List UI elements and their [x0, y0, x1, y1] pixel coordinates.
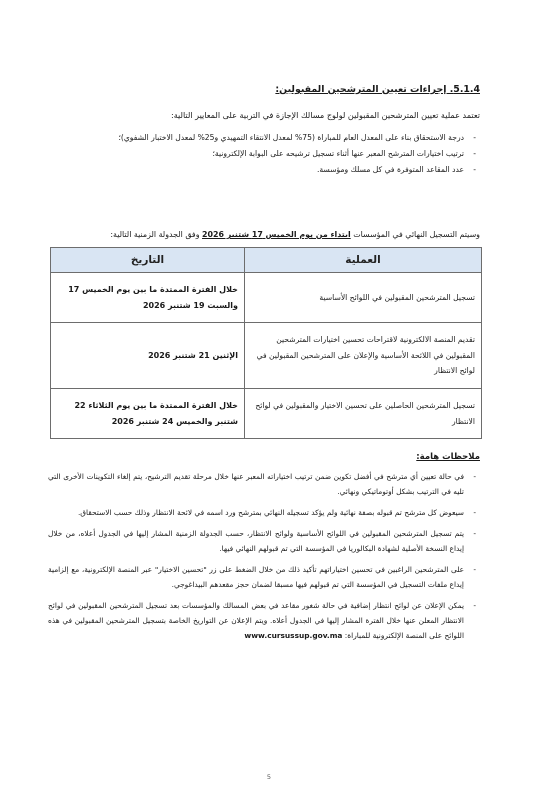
- operation-cell: تسجيل المترشحين المقبولين في اللوائح الأساسية: [244, 273, 481, 323]
- note-item: [48, 598, 480, 643]
- registration-text-end: وفق الجدولة الزمنية التالية:: [110, 230, 203, 239]
- date-cell: خلال الفترة الممتدة ما بين يوم الثلاثاء 22 شتنبر والخميس 24 شتنبر 2026: [51, 389, 245, 439]
- date-cell: الإثنين 21 شتنبر 2026: [51, 323, 245, 389]
- schedule-table: [50, 247, 482, 439]
- registration-text-start: وسيتم التسجيل النهائي في المؤسسات: [350, 230, 480, 239]
- criteria-item: - درجة الاستحقاق بناء على المعدل العام للمباراة (75% لمعدل الانتقاء التمهيدي و25% لمعدل الاختبار الشفوي)؛: [50, 130, 480, 146]
- header-date: التاريخ: [51, 248, 245, 273]
- note-item: - يتم تسجيل المترشحين المقبولين في اللوائح الأساسية ولوائح الانتظار، حسب الجدولة الزمنية المشار إليها في الجدول أعلاه، من خلال إيداع النسخة الأصلية لشهادة البكالوريا في المؤسسة التي تم قبولهم النهائي فيها.: [48, 526, 480, 556]
- schedule-header-row: [51, 248, 482, 273]
- table-row: [51, 323, 482, 389]
- criteria-list: [50, 130, 480, 178]
- note-text: يمكن الإعلان عن لوائح انتظار إضافية في حالة شغور مقاعد في بعض المسالك والمؤسسات بعد تسجيل المترشحين المقبولين في لوائح الانتظار المعلن عنها خلال الفترة المشار إليها في الجدول أعلاه. ويتم الإعلان عن التواريخ الخاصة بتسجيل المترشحين المقبولين في هذه اللوائح على المنصة الإلكترونية للمباراة:: [48, 601, 464, 640]
- table-row: [51, 273, 482, 323]
- website-link[interactable]: www.cursussup.gov.ma: [244, 631, 343, 640]
- note-item: - سيعوض كل مترشح تم قبوله بصفة نهائية ولم يؤكد تسجيله النهائي بمترشح ورد اسمه في لائحة الانتظار وذلك حسب الاستحقاق.: [48, 505, 480, 520]
- header-operation: العملية: [244, 248, 481, 273]
- section-intro: تعتمد عملية تعيين المترشحين المقبولين لولوج مسالك الإجازة في التربية على المعايير التالية:: [170, 110, 480, 120]
- note-item: - على المترشحين الراغبين في تحسين اختياراتهم تأكيد ذلك من خلال الضغط على زر "تحسين الاختيار" عبر المنصة الإلكترونية، مع إلزامية إيداع ملفات التسجيل في المؤسسة التي تم قبولهم فيها مسبقا لضمان حجز مقعدهم البيداغوجي.: [48, 562, 480, 592]
- section-heading: 5.1.4. إجراءات تعيين المترشحين المقبولين:: [275, 84, 480, 95]
- criteria-item: - ترتيب اختيارات المترشح المعبر عنها أثناء تسجيل ترشيحه على البوابة الإلكترونية؛: [50, 146, 480, 162]
- table-row: [51, 389, 482, 439]
- page-number: 5: [266, 773, 272, 781]
- notes-list: [48, 469, 480, 649]
- registration-start-date: ابتداء من يوم الخميس 17 شتنبر 2026: [202, 230, 351, 239]
- operation-cell: تسجيل المترشحين الحاصلين على تحسين الاختيار والمقبولين في لوائح الانتظار: [244, 389, 481, 439]
- operation-cell: تقديم المنصة الالكترونية لاقتراحات تحسين اختيارات المترشحين المقبولين في اللائحة الأساسية والإعلان على المترشحين المقبولين في لوائح الانتظار: [244, 323, 481, 389]
- criteria-item: - عدد المقاعد المتوفرة في كل مسلك ومؤسسة.: [50, 162, 480, 178]
- registration-text: [40, 229, 480, 240]
- date-cell: خلال الفترة الممتدة ما بين يوم الخميس 17 والسبت 19 شتنبر 2026: [51, 273, 245, 323]
- note-item: - في حالة تعيين أي مترشح في أفضل تكوين ضمن ترتيب اختياراته المعبر عنها خلال مرحلة تقديم الترشيح، يتم إلغاء التكوينات الأخرى التي تليه في الترتيب بشكل أوتوماتيكي ونهائي.: [48, 469, 480, 499]
- notes-title: ملاحظات هامة:: [416, 452, 480, 462]
